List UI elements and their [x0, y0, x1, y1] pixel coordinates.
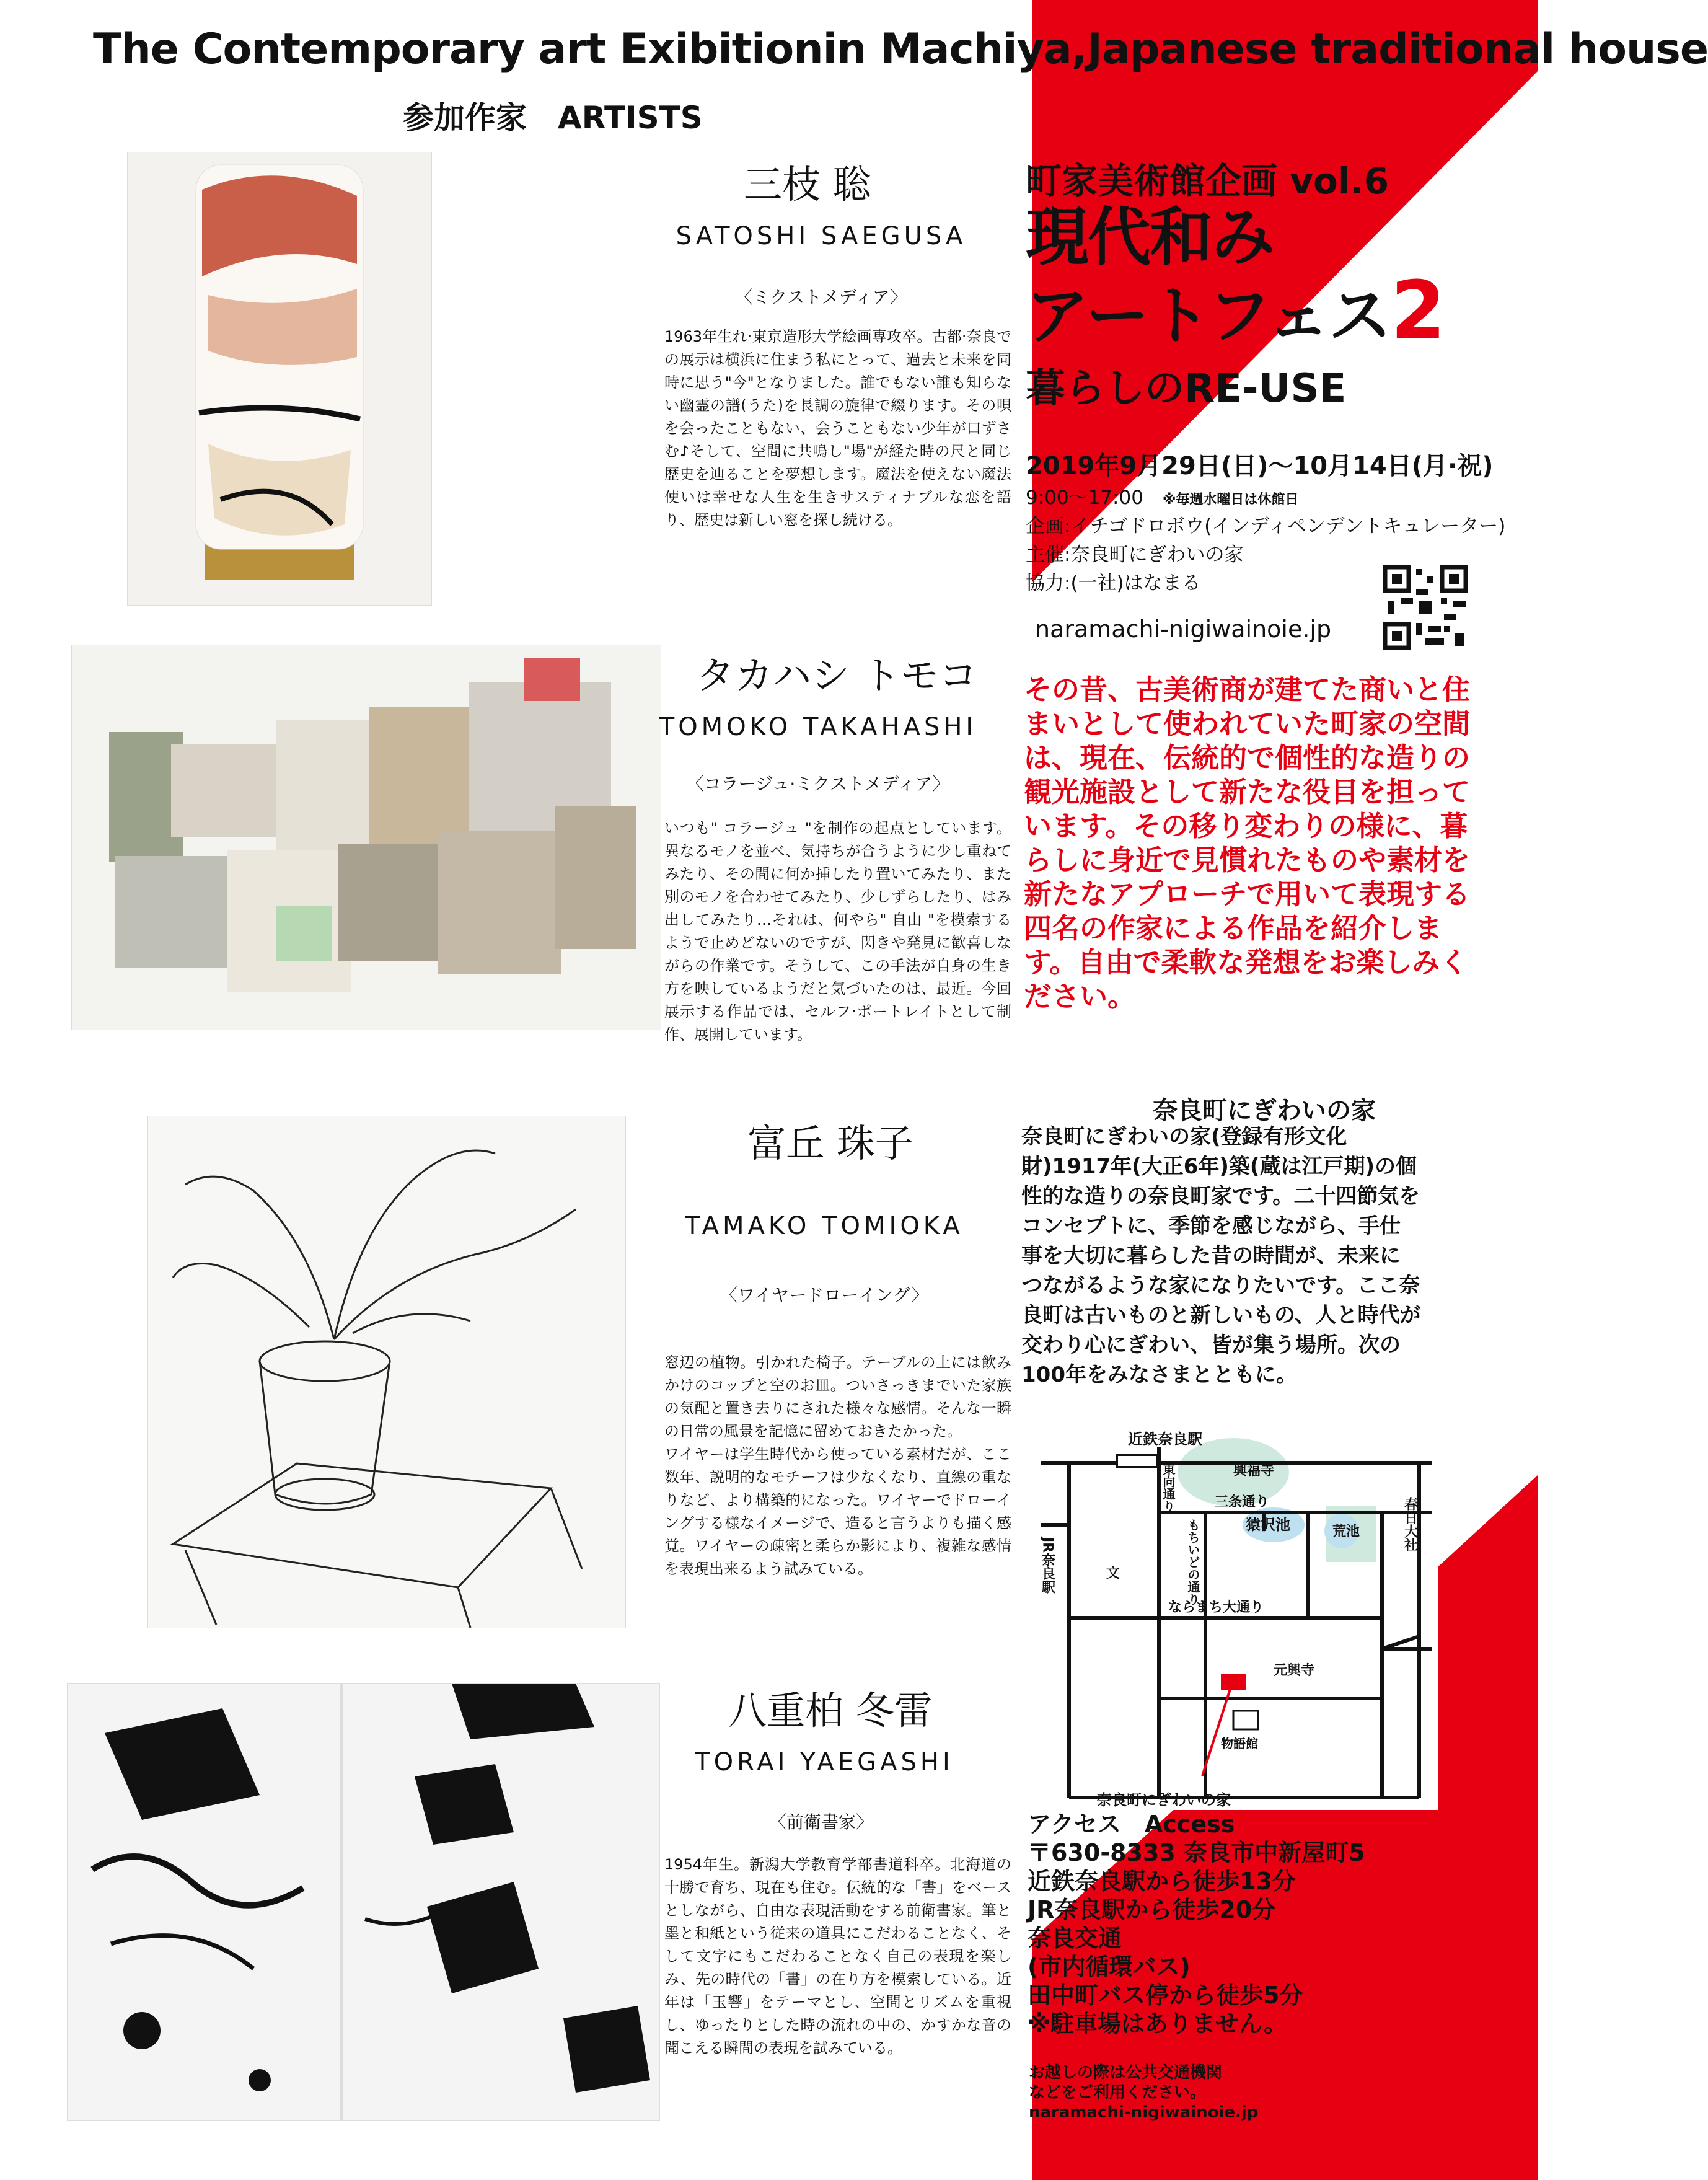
- event-hours-note: ※毎週水曜日は休館日: [1162, 492, 1299, 508]
- artist-bio-tomioka: 窓辺の植物。引かれた椅子。テーブルの上には飲みかけのコップと空のお皿。ついさっきまでいた家族の気配と置き去りにされた様々な感情。そんな一瞬の日常の風景を記憶に留めておきたかった。 ワイヤーは学生時代から使っている素材だが、ここ数年、説明的なモチーフは少なくなり、直線の重なりなど、より構築的になった。ワイヤーでドローイングする様なイメージで、造ると言うよりも描く感覚。ワイヤーの疎密と柔らか影により、複雑な感情を表現出来るよう試みている。: [664, 1354, 1011, 1578]
- map-station-label: 近鉄奈良駅: [1128, 1431, 1202, 1448]
- artwork-tomioka-image: [147, 1116, 626, 1628]
- artist-medium-yaegashi: 〈前衛書家〉: [768, 1812, 873, 1832]
- map-bun-label: 文: [1106, 1566, 1120, 1581]
- qr-code-icon[interactable]: [1382, 564, 1469, 651]
- exhibition-title: The Contemporary art Exibitionin Machiya,Japanese traditional house: [93, 25, 1708, 74]
- map-higashimuki-label: 東向通り: [1161, 1463, 1176, 1512]
- venue-marker-icon: [1221, 1674, 1246, 1690]
- access-note-line2: などをご利用ください。: [1029, 2083, 1207, 2102]
- access-line3: 奈良交通: [1028, 1925, 1122, 1952]
- artist-name-saegusa: 三枝 聡: [744, 162, 871, 207]
- access-url[interactable]: naramachi-nigiwainoie.jp: [1029, 2103, 1259, 2122]
- artwork-takahashi-image: [71, 645, 661, 1030]
- event-title-text: アートフェス: [1026, 280, 1391, 353]
- access-line4: (市内循環バス): [1028, 1953, 1191, 1980]
- artists-heading: 参加作家 ARTISTS: [403, 100, 703, 136]
- map-kasuga-label: 春日大社: [1402, 1497, 1418, 1551]
- artist-roman-tomioka: TAMAKO TOMIOKA: [685, 1212, 964, 1240]
- access-line6: ※駐車場はありません。: [1028, 2010, 1288, 2037]
- event-subtitle: 暮らしのRE-USE: [1026, 366, 1347, 412]
- artist-medium-saegusa: 〈ミクストメディア〉: [735, 287, 907, 307]
- artwork-saegusa-image: [127, 152, 432, 606]
- access-map[interactable]: [1035, 1426, 1438, 1810]
- venue-heading: 奈良町にぎわいの家: [1153, 1097, 1376, 1125]
- event-series: 町家美術館企画 vol.6: [1026, 160, 1389, 202]
- artist-name-takahashi: タカハシ トモコ: [696, 653, 977, 698]
- intro-text: その昔、古美術商が建てた商いと住まいとして使われていた町家の空間は、現在、伝統的で個性的な造りの観光施設として新たな役目を担っています。その移り変わりの様に、暮らしに身近で見慣れたものや素材を新たなアプローチで用いて表現する四名の作家による作品を紹介します。自由で柔軟な発想をお楽しみください。: [1024, 673, 1471, 1013]
- event-url[interactable]: naramachi-nigiwainoie.jp: [1035, 616, 1332, 643]
- map-sanjo-label: 三条通り: [1215, 1494, 1270, 1510]
- artist-bio-saegusa: 1963年生れ·東京造形大学絵画専攻卒。古都·奈良での展示は横浜に住まう私にとって、過去と未来を同時に思う"今"となりました。誰でもない誰も知らない幽霊の譜(うた)を長調の旋律で綴ります。その唄を会ったこともない、会うこともない少年が口ずさむ♪そして、空間に共鳴し"場"が経た時の尺と同じ歴史を辿ることを夢想します。魔法を使えない魔法使いは幸せな人生を生きサスティナブルな恋を語り、歴史は新しい窓を探し続ける。: [664, 328, 1011, 529]
- artist-medium-tomioka: 〈ワイヤードローイング〉: [720, 1285, 928, 1305]
- artist-name-yaegashi: 八重柏 冬雷: [728, 1688, 933, 1733]
- event-title-line2: [1026, 265, 1445, 357]
- access-line5: 田中町バス停から徒歩5分: [1028, 1982, 1303, 2009]
- map-jr-label: JR奈良駅: [1039, 1537, 1055, 1594]
- event-planning: 企画:イチゴドロボウ(インディペンデントキュレーター): [1026, 515, 1506, 537]
- access-block: [1028, 1810, 1365, 2038]
- map-gangoji-label: 元興寺: [1274, 1663, 1315, 1679]
- map-mochiido-label: もちいどの通り: [1186, 1519, 1200, 1605]
- artist-bio-takahashi: いつも" コラージュ "を制作の起点としています。異なるモノを並べ、気持ちが合うように少し重ねてみたり、その間に何か挿したり置いてみたり、また別のモノを合わせてみたり、少しずらしたり、はみ出してみたり…それは、何やら" 自由 "を模索するようで止めどないのですが、閃きや発見に歓喜しながらの作業です。そうして、この手法が自身の生き方を映しているようだと気づいたのは、最近。今回展示する作品では、セルフ·ポートレイトとして制作、展開しています。: [664, 819, 1011, 1043]
- event-hours: [1026, 483, 1298, 514]
- event-title-number: 2: [1390, 265, 1445, 357]
- event-dates: 2019年9月29日(日)～10月14日(月·祝): [1026, 452, 1494, 480]
- artist-medium-takahashi: 〈コラージュ·ミクストメディア〉: [686, 774, 950, 794]
- access-heading: アクセス Access: [1028, 1811, 1235, 1838]
- access-line1: 近鉄奈良駅から徒歩13分: [1028, 1868, 1296, 1895]
- access-line2: JR奈良駅から徒歩20分: [1028, 1896, 1276, 1923]
- access-address: 〒630-8333 奈良市中新屋町5: [1028, 1839, 1365, 1866]
- event-hours-time: 9:00～17:00: [1026, 487, 1143, 509]
- artist-roman-takahashi: TOMOKO TAKAHASHI: [659, 713, 977, 741]
- map-monogatari-label: 物語館: [1221, 1736, 1258, 1751]
- map-araike-label: 荒池: [1332, 1524, 1360, 1540]
- venue-description: 奈良町にぎわいの家(登録有形文化財)1917年(大正6年)築(蔵は江戸期)の個性的な造りの奈良町家です。二十四節気をコンセプトに、季節を感じながら、手仕事を大切に暮らした昔の時間が、未来につながるような家になりたいです。ここ奈良町は古いものと新しいもの、人と時代が交わり心にぎわい、皆が集う場所。次の100年をみなさまとともに。: [1021, 1124, 1421, 1387]
- artist-roman-yaegashi: TORAI YAEGASHI: [695, 1748, 954, 1776]
- event-cooperation: 協力:(一社)はなまる: [1026, 572, 1201, 594]
- map-sarusawa-label: 猿沢池: [1246, 1516, 1290, 1534]
- map-venue-label: 奈良町にぎわいの家: [1097, 1791, 1231, 1809]
- artist-name-tomioka: 富丘 珠子: [747, 1121, 913, 1166]
- access-note: [1029, 2063, 1258, 2122]
- map-kofukuji-label: 興福寺: [1233, 1463, 1275, 1479]
- event-organizer: 主催:奈良町にぎわいの家: [1026, 544, 1244, 566]
- artwork-yaegashi-image: [67, 1683, 660, 2121]
- access-note-line1: お越しの際は公共交通機関: [1029, 2063, 1223, 2082]
- event-title-line1: 現代和み: [1026, 201, 1274, 275]
- artist-roman-saegusa: SATOSHI SAEGUSA: [676, 222, 967, 250]
- artist-bio-yaegashi: 1954年生。新潟大学教育学部書道科卒。北海道の十勝で育ち、現在も住む。伝統的な「書」をベースとしながら、自由な表現活動をする前衛書家。筆と墨と和紙という従来の道具にこだわることなく、そして文字にもこだわることなく自己の表現を楽しみ、先の時代の「書」の在り方を模索している。近年は「玉響」をテーマとし、空間とリズムを重視し、ゆったりとした時の流れの中の、かすかな音の聞こえる瞬間の表現を試みている。: [664, 1856, 1011, 2057]
- map-naramachi-label: ならまち大通り: [1168, 1600, 1264, 1615]
